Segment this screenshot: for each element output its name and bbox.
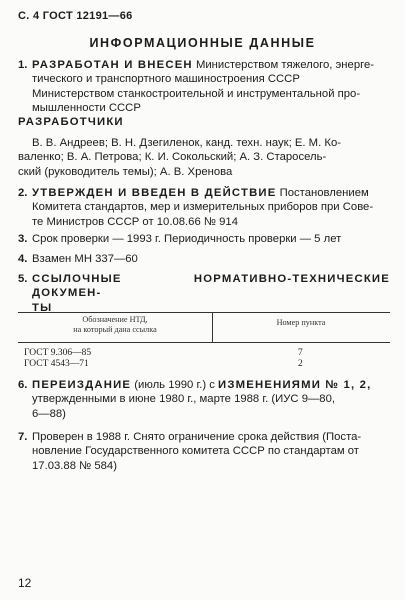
section-3-text: Срок проверки — 1993 г. Периодичность проверки — 5 лет: [32, 233, 342, 245]
section-6-heading: ПЕРЕИЗДАНИЕ: [32, 379, 132, 391]
developers-line-1: В. В. Андреев; В. Н. Дзегиленок, канд. техн. наук; Е. М. Ко-: [32, 137, 341, 149]
developers-heading: РАЗРАБОТЧИКИ: [18, 116, 124, 128]
table-cell-document: ГОСТ 4543—71: [24, 359, 89, 369]
document-title: ИНФОРМАЦИОННЫЕ ДАННЫЕ: [89, 36, 316, 50]
table-top-rule: [18, 312, 390, 313]
section-7-line-1: Проверен в 1988 г. Снято ограничение срока действия (Поста-: [32, 431, 362, 443]
developers-list: [18, 136, 390, 179]
section-7-number: 7.: [18, 431, 28, 443]
table-row: [18, 348, 390, 359]
table-cell-item: 2: [298, 359, 303, 369]
section-6-date: (июль 1990 г.) с: [134, 379, 215, 391]
developers-line-3: ский (руководитель темы); А. В. Хренова: [18, 165, 233, 178]
section-4-text: Взамен МН 337—60: [32, 253, 138, 265]
table-header-document: [18, 315, 212, 335]
developers-heading-block: [18, 115, 390, 129]
section-6: [18, 378, 390, 421]
section-2-heading: УТВЕРЖДЕН И ВВЕДЕН В ДЕЙСТВИЕ: [32, 187, 277, 199]
section-5-heading-line-2: ТЫ: [32, 301, 53, 314]
section-3-number: 3.: [18, 233, 28, 245]
page-number: 12: [18, 576, 32, 590]
table-header-document-line-1: Обозначение НТД,: [82, 315, 148, 324]
section-2-number: 2.: [18, 187, 28, 199]
section-2-line-1: Постановлением: [279, 187, 369, 199]
table-header-document-line-2: на который дана ссылка: [73, 325, 157, 334]
table-row: [18, 359, 390, 370]
section-6-number: 6.: [18, 379, 28, 391]
table-column-divider: [212, 312, 213, 342]
section-1-line-4: мышленности СССР: [32, 101, 141, 114]
section-2: [18, 186, 390, 229]
section-4-number: 4.: [18, 253, 28, 265]
section-1-line-1: Министерством тяжелого, энерге-: [195, 59, 375, 71]
section-1-number: 1.: [18, 59, 28, 71]
section-7-line-2: новление Государственного комитета СССР по стандартам от: [32, 445, 359, 458]
section-5: [18, 272, 390, 315]
section-1-line-2: тического и транспортного машиностроения СССР: [32, 73, 300, 86]
section-6-changes: ИЗМЕНЕНИЯМИ № 1, 2,: [218, 379, 372, 391]
table-header-item: Номер пункта: [276, 318, 326, 327]
developers-line-2: валенко; В. А. Петрова; К. И. Сокольский; А. З. Старосель-: [18, 151, 327, 164]
section-6-line-3: 6—88): [32, 407, 66, 420]
section-2-line-2: Комитета стандартов, мер и измерительных приборов при Сове-: [32, 201, 374, 214]
section-7-line-3: 17.03.88 № 584): [32, 459, 117, 472]
page-header: С. 4 ГОСТ 12191—66: [18, 10, 133, 22]
section-1-heading: РАЗРАБОТАН И ВНЕСЕН: [32, 59, 193, 71]
section-7: [18, 430, 390, 473]
section-5-heading-line-1: ССЫЛОЧНЫЕ НОРМАТИВНО-ТЕХНИЧЕСКИЕ ДОКУМЕН-: [32, 273, 390, 300]
table-header-rule: [18, 342, 390, 343]
section-1: [18, 58, 390, 115]
section-1-line-3: Министерством станкостроительной и инструментальной про-: [32, 87, 361, 100]
section-2-line-3: те Министров СССР от 10.08.66 № 914: [32, 215, 238, 228]
section-5-number: 5.: [18, 273, 28, 285]
table-cell-item: 7: [298, 348, 303, 358]
section-6-line-2: утвержденными в июне 1980 г., марте 1988 г. (ИУС 9—80,: [32, 393, 335, 406]
table-cell-document: ГОСТ 9.306—85: [24, 348, 92, 358]
section-4: [18, 252, 390, 266]
section-3: [18, 232, 390, 246]
